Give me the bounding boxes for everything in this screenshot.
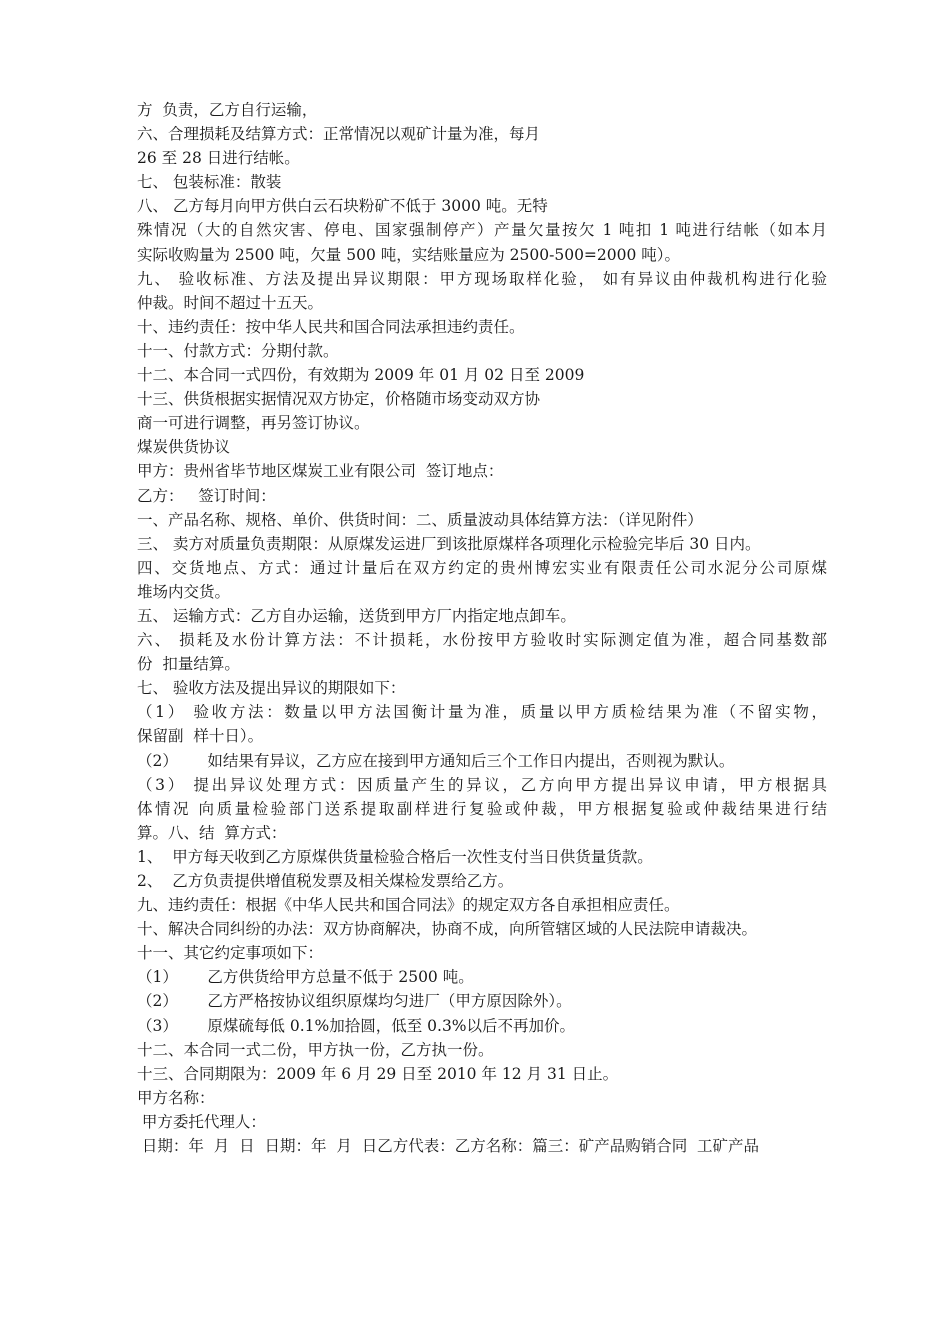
document-line: （2） 如结果有异议，乙方应在接到甲方通知后三个工作日内提出，否则视为默认。 — [137, 751, 735, 770]
document-line: 十一、付款方式：分期付款。 — [137, 341, 339, 360]
document-line: 体情况 向质量检验部门送系提取副样进行复验或仲裁，甲方根据复验或仲裁结果进行结 — [137, 799, 827, 818]
document-line: 三、 卖方对质量负责期限：从原煤发运进厂到该批原煤样各项理化示检验完毕后 30 日内。 — [137, 534, 761, 553]
document-line: 九、 验收标准、方法及提出异议期限：甲方现场取样化验， 如有异议由仲裁机构进行化验 — [137, 269, 827, 288]
document-line: 甲方委托代理人： — [137, 1112, 266, 1131]
document-line: （1） 乙方供货给甲方总量不低于 2500 吨。 — [137, 968, 474, 987]
document-line: 十二、本合同一式二份，甲方执一份，乙方执一份。 — [137, 1040, 494, 1059]
document-line: （1） 验收方法：数量以甲方法国衡计量为准，质量以甲方质检结果为准（不留实物， — [137, 703, 827, 722]
document-line: 保留副 样十日）。 — [137, 727, 264, 746]
document-line: 十三、供货根据实据情况双方协定，价格随市场变动双方协 — [137, 390, 541, 409]
document-line: （3） 提出异议处理方式：因质量产生的异议，乙方向甲方提出异议申请，甲方根据具 — [137, 775, 827, 794]
document-line: 商一可进行调整，再另签订协议。 — [137, 414, 370, 433]
document-line: 堆场内交货。 — [137, 582, 231, 601]
document-line: 份 扣量结算。 — [137, 655, 240, 674]
document-line: （2） 乙方严格按协议组织原煤均匀进厂（甲方原因除外）。 — [137, 992, 572, 1011]
document-line: 六、 损耗及水份计算方法：不计损耗，水份按甲方验收时实际测定值为准，超合同基数部 — [137, 631, 827, 650]
document-line: 七、 验收方法及提出异议的期限如下： — [137, 679, 406, 698]
document-line: （3） 原煤硫每低 0.1%加拾圆，低至 0.3%以后不再加价。 — [137, 1016, 576, 1035]
document-line: 1、 甲方每天收到乙方原煤供货量检验合格后一次性支付当日供货量货款。 — [137, 847, 653, 866]
document-line: 六、合理损耗及结算方式：正常情况以观矿计量为准，每月 — [137, 125, 541, 144]
document-line: 算。八、结 算方式： — [137, 823, 287, 842]
document-line: 甲方名称： — [137, 1088, 215, 1107]
document-line: 七、 包装标准：散装 — [137, 173, 282, 192]
document-line: 十、违约责任：按中华人民共和国合同法承担违约责任。 — [137, 317, 525, 336]
document-line: 十三、合同期限为：2009 年 6 月 29 日至 2010 年 12 月 31 日止。 — [137, 1064, 619, 1083]
document-line: 殊情况（大的自然灾害、停电、国家强制停产）产量欠量按欠 1 吨扣 1 吨进行结帐（如本月 — [137, 221, 827, 240]
document-line: 乙方： 签订时间： — [137, 486, 276, 505]
document-line: 八、 乙方每月向甲方供白云石块粉矿不低于 3000 吨。无特 — [137, 197, 548, 216]
document-line: 2、 乙方负责提供增值税发票及相关煤检发票给乙方。 — [137, 872, 514, 890]
document-line: 九、违约责任：根据《中华人民共和国合同法》的规定双方各自承担相应责任。 — [137, 896, 680, 915]
document-line: 十一、其它约定事项如下： — [137, 944, 324, 963]
document-line: 十、解决合同纠纷的办法：双方协商解决，协商不成，向所管辖区域的人民法院申请裁决。 — [137, 920, 758, 939]
document-line: 日期：年 月 日 日期：年 月 日乙方代表：乙方名称：篇三：矿产品购销合同 工矿产品 — [137, 1137, 760, 1156]
document-line: 煤炭供货协议 — [137, 438, 231, 457]
document-line: 仲裁。时间不超过十五天。 — [137, 293, 324, 312]
document-line: 实际收购量为 2500 吨，欠量 500 吨，实结账量应为 2500-500=2000 吨）。 — [137, 245, 681, 264]
document-line: 一、产品名称、规格、单价、供货时间：二、质量波动具体结算方法：（详见附件） — [137, 510, 703, 529]
document-line: 甲方：贵州省毕节地区煤炭工业有限公司 签订地点： — [137, 462, 504, 481]
document-line: 四、交货地点、方式：通过计量后在双方约定的贵州博宏实业有限责任公司水泥分公司原煤 — [137, 558, 827, 577]
document-line: 五、 运输方式：乙方自办运输，送货到甲方厂内指定地点卸车。 — [137, 606, 576, 625]
document-body — [137, 98, 827, 1158]
document-line: 26 至 28 日进行结帐。 — [137, 149, 300, 168]
document-line: 十二、本合同一式四份，有效期为 2009 年 01 月 02 日至 2009 — [137, 366, 585, 385]
document-line: 方 负责，乙方自行运输， — [137, 101, 318, 119]
